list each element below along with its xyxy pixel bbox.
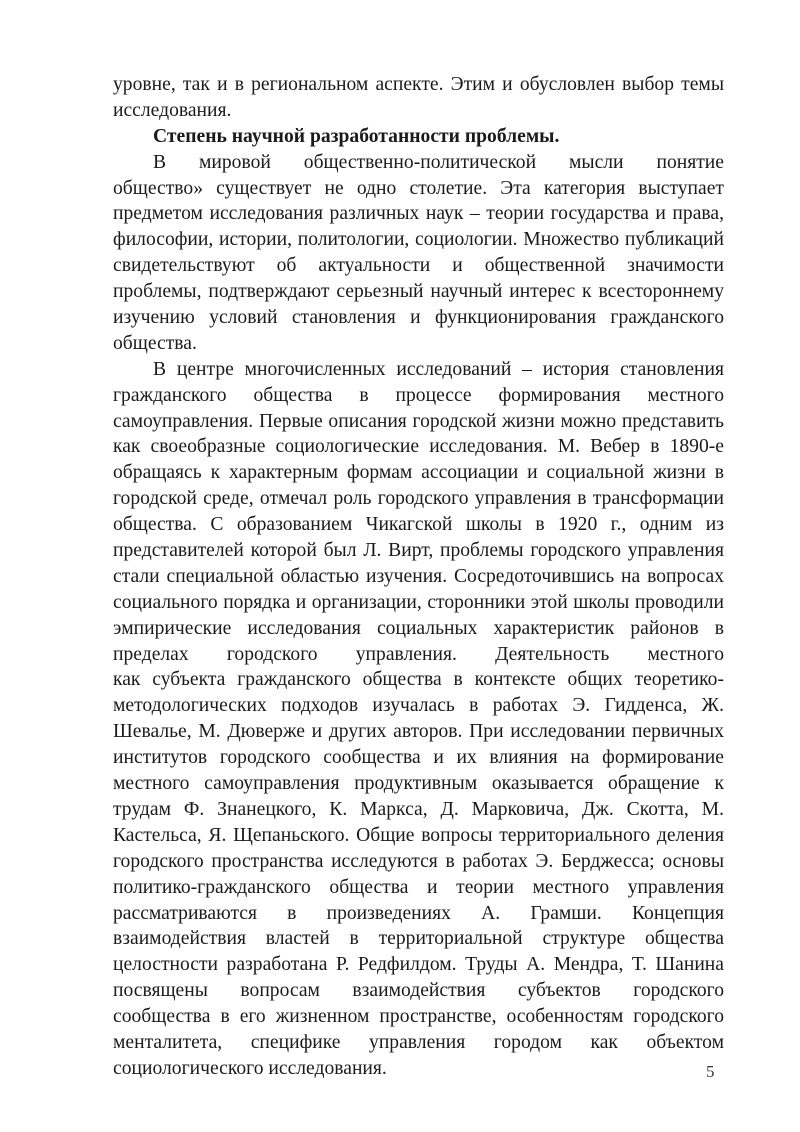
text-line: В мировой общественно-политической мысли понятие xyxy=(153,151,724,173)
text-line: проблемы, подтверждают серьезный научный интерес к всестороннему xyxy=(113,281,724,303)
text-line: как своеобразные социологические исследования. М. Вебер в 1890-е xyxy=(113,436,724,458)
text-line: философии, истории, политологии, социологии. Множество публикаций xyxy=(113,229,724,251)
text-line: городского пространства исследуются в работах Э. Берджесса; основы xyxy=(113,850,724,872)
text-line: менталитета, специфике управления городом как объектом xyxy=(113,1031,724,1053)
text-line: изучению условий становления и функционирования гражданского xyxy=(113,307,724,329)
text-line: В центре многочисленных исследований – история становления xyxy=(153,358,724,380)
text-line: политико-гражданского общества и теории местного управления xyxy=(113,876,724,898)
text-line: пределах городского управления. Деятельность местного xyxy=(113,643,724,665)
text-line: самоуправления. Первые описания городской жизни можно представить xyxy=(113,410,724,432)
text-line: общества. С образованием Чикагской школы в 1920 г., одним из xyxy=(113,514,724,536)
text-line: Шевалье, М. Дюверже и других авторов. При исследовании первичных xyxy=(113,721,724,743)
text-line: эмпирические исследования социальных характеристик районов в xyxy=(113,617,724,639)
text-line: трудам Ф. Знанецкого, К. Маркса, Д. Марковича, Дж. Скотта, М. xyxy=(113,798,724,820)
text-line: социального порядка и организации, сторонники этой школы проводили xyxy=(113,591,724,613)
page-number: 5 xyxy=(706,1062,715,1081)
section-heading: Степень научной разработанности проблемы. xyxy=(153,125,560,147)
text-line: Кастельса, Я. Щепаньского. Общие вопросы территориального деления xyxy=(113,824,724,846)
text-line: стали специальной областью изучения. Сосредоточившись на вопросах xyxy=(113,565,724,587)
text-line: уровне, так и в региональном аспекте. Этим и обусловлен выбор темы xyxy=(113,74,724,95)
text-line: общества. xyxy=(113,332,197,354)
text-line: рассматриваются в произведениях А. Грамши. Концепция xyxy=(113,902,724,924)
text-line: институтов городского сообщества и их влияния на формирование xyxy=(113,747,724,769)
text-line: взаимодействия властей в территориальной структуре общества xyxy=(113,928,724,950)
text-line: сообщества в его жизненном пространстве, особенностям городского xyxy=(113,1006,724,1028)
document-body xyxy=(113,72,724,1082)
text-line: обращаясь к характерным формам ассоциации и социальной жизни в xyxy=(113,462,724,484)
text-line: представителей которой был Л. Вирт, проблемы городского управления xyxy=(113,540,724,562)
text-line: общество» существует не одно столетие. Эта категория выступает xyxy=(113,177,724,199)
text-line: местного самоуправления продуктивным оказывается обращение к xyxy=(113,773,724,795)
text-line: посвящены вопросам взаимодействия субъектов городского xyxy=(113,980,724,1002)
text-line: предметом исследования различных наук – теории государства и права, xyxy=(113,203,724,225)
text-line: методологических подходов изучалась в работах Э. Гидденса, Ж. xyxy=(113,695,724,717)
text-line: городской среде, отмечал роль городского управления в трансформации xyxy=(113,488,724,510)
text-line: исследования. xyxy=(113,99,232,121)
text-line: гражданского общества в процессе формирования местного xyxy=(113,384,724,406)
text-line: целостности разработана Р. Редфилдом. Труды А. Мендра, Т. Шанина xyxy=(113,954,724,976)
text-line: как субъекта гражданского общества в контексте общих теоретико- xyxy=(113,669,724,691)
text-line: социологического исследования. xyxy=(113,1057,387,1079)
text-line: свидетельствуют об актуальности и общественной значимости xyxy=(113,255,724,277)
